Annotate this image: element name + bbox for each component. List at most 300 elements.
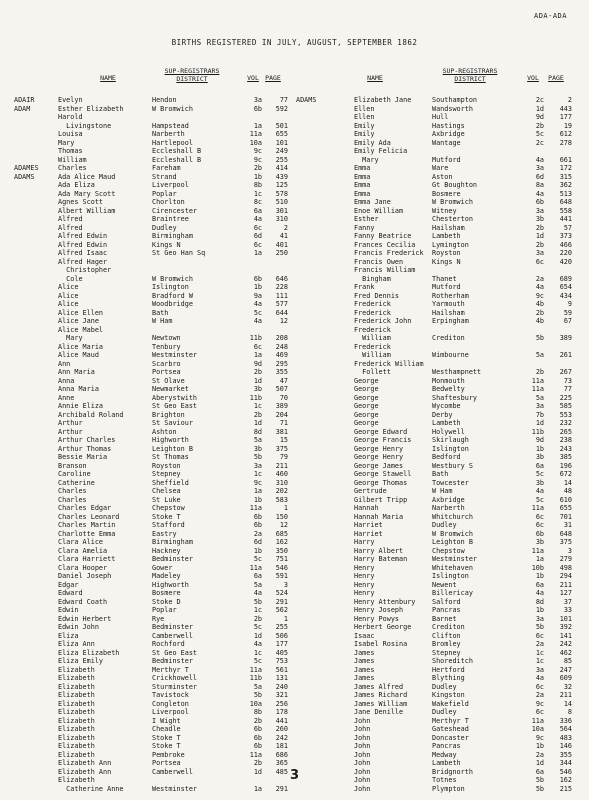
entry-forenames: Arthur xyxy=(58,427,83,436)
entry-forenames: Harry xyxy=(354,538,375,546)
entry-forenames: William xyxy=(354,351,391,359)
entry-district: W Ham xyxy=(432,487,453,495)
right-entry-row xyxy=(296,453,584,462)
entry-forenames: George xyxy=(354,402,379,410)
entry-vol: 2a xyxy=(535,750,544,759)
entry-district: Southampton xyxy=(432,96,478,104)
entry-forenames: Elizabeth xyxy=(58,742,95,750)
entry-district: Dudley xyxy=(432,708,457,716)
entry-forenames: George xyxy=(354,410,379,419)
entry-vol: 4a xyxy=(535,589,544,597)
right-entry-row xyxy=(296,581,584,590)
entry-forenames: Charles xyxy=(58,495,87,504)
entry-vol: 1d xyxy=(253,419,262,427)
entry-district: Royston xyxy=(432,249,461,257)
entry-page: 211 xyxy=(559,580,572,589)
right-entry-row xyxy=(296,105,584,114)
entry-district: Erpingham xyxy=(432,317,469,325)
entry-district: Chepstow xyxy=(432,546,465,555)
entry-page: 247 xyxy=(559,665,572,674)
entry-page: 41 xyxy=(279,232,288,240)
left-entry-row xyxy=(14,411,294,420)
entry-forenames: George Henry xyxy=(354,453,404,461)
right-entry-row xyxy=(296,326,584,335)
entry-forenames: Henry xyxy=(354,589,375,597)
entry-page: 220 xyxy=(559,249,572,257)
entry-page: 79 xyxy=(279,453,288,461)
left-name-header: NAME xyxy=(100,74,116,82)
entry-vol: 2b xyxy=(535,121,544,130)
entry-vol: 10a xyxy=(249,699,262,708)
left-entry-row xyxy=(14,453,294,462)
entry-page: 111 xyxy=(275,291,288,300)
entry-district: Shaftesbury xyxy=(432,393,478,402)
entry-page: 507 xyxy=(275,385,288,393)
entry-district: Stoke T xyxy=(152,742,181,750)
right-entry-row xyxy=(296,657,584,666)
right-entry-row xyxy=(296,742,584,751)
entry-page: 177 xyxy=(275,640,288,648)
entry-district: Camberwell xyxy=(152,767,193,776)
entry-forenames: Henry Powys xyxy=(354,614,400,623)
entry-district: Hartlepool xyxy=(152,138,193,147)
entry-page: 211 xyxy=(275,461,288,470)
entry-vol: 2b xyxy=(535,368,544,376)
entry-district: Brighton xyxy=(152,410,185,419)
entry-page: 162 xyxy=(275,538,288,546)
left-entry-row xyxy=(14,326,294,335)
entry-page: 315 xyxy=(559,172,572,181)
left-entry-row xyxy=(14,258,294,267)
left-entry-row xyxy=(14,241,294,250)
entry-forenames: Anna Maria xyxy=(58,385,99,393)
left-entry-row xyxy=(14,215,294,224)
entry-district: Bath xyxy=(152,308,169,317)
entry-vol: 6b xyxy=(253,725,262,733)
entry-forenames: Isabel Rosina xyxy=(354,640,408,648)
entry-district: Chepstow xyxy=(152,504,185,512)
entry-page: 215 xyxy=(559,784,572,793)
entry-forenames: Harry Albert xyxy=(354,546,404,555)
entry-page: 301 xyxy=(275,206,288,215)
entry-forenames: Daniel Joseph xyxy=(58,572,112,580)
entry-district: Dudley xyxy=(432,521,457,529)
right-entry-row xyxy=(296,623,584,632)
entry-page: 211 xyxy=(559,691,572,699)
entry-vol: 6c xyxy=(535,631,544,640)
right-entry-row xyxy=(296,181,584,190)
entry-page: 255 xyxy=(275,623,288,631)
entry-district: Thanet xyxy=(432,274,457,283)
entry-district: Narberth xyxy=(432,504,465,512)
entry-district: Crediton xyxy=(432,334,465,342)
entry-district: Lymington xyxy=(432,240,469,249)
right-entry-row xyxy=(296,385,584,394)
entry-page: 73 xyxy=(563,376,572,385)
entry-vol: 3b xyxy=(535,453,544,461)
entry-page: 441 xyxy=(275,716,288,725)
entry-forenames: Alfred xyxy=(58,215,83,223)
entry-page: 546 xyxy=(275,563,288,572)
right-entry-row xyxy=(296,283,584,292)
entry-forenames: William xyxy=(58,155,87,164)
entry-vol: 5b xyxy=(535,334,544,342)
left-entry-row xyxy=(14,751,294,760)
left-entry-row xyxy=(14,555,294,564)
entry-district: Portsea xyxy=(152,759,181,767)
entry-vol: 3b xyxy=(253,444,262,453)
entry-district: Royston xyxy=(152,461,181,470)
right-entry-row xyxy=(296,640,584,649)
entry-vol: 5c xyxy=(535,130,544,138)
left-entry-row xyxy=(14,623,294,632)
entry-district: Islington xyxy=(432,572,469,580)
left-entry-row xyxy=(14,632,294,641)
entry-vol: 11a xyxy=(249,504,262,512)
entry-district: Doncaster xyxy=(432,733,469,742)
left-page-header: PAGE xyxy=(265,74,281,82)
entry-forenames: George xyxy=(354,376,379,385)
left-entry-row xyxy=(14,249,294,258)
entry-page: 564 xyxy=(559,725,572,733)
entry-vol: 6a xyxy=(253,206,262,215)
entry-page: 228 xyxy=(275,283,288,291)
entry-vol: 3b xyxy=(535,478,544,487)
entry-page: 47 xyxy=(279,376,288,385)
entry-forenames: Eliza Emily xyxy=(58,657,104,665)
entry-page: 19 xyxy=(563,121,572,130)
entry-page: 420 xyxy=(559,257,572,266)
entry-page: 177 xyxy=(559,113,572,121)
right-entry-row xyxy=(296,368,584,377)
entry-forenames: Elizabeth xyxy=(58,665,95,674)
entry-vol: 6a xyxy=(535,580,544,589)
left-entry-row xyxy=(14,581,294,590)
entry-forenames: Alfred Edwin xyxy=(58,240,108,249)
right-entry-row xyxy=(296,759,584,768)
left-entry-row xyxy=(14,640,294,649)
entry-vol: 9a xyxy=(253,291,262,300)
entry-forenames: Frederick xyxy=(354,300,391,308)
entry-vol: 1b xyxy=(535,572,544,580)
entry-vol: 3b xyxy=(535,215,544,223)
entry-forenames: Emma Jane xyxy=(354,198,391,206)
entry-forenames: Caroline xyxy=(58,470,91,478)
right-entry-row xyxy=(296,122,584,131)
right-entries-list xyxy=(296,96,584,793)
entry-forenames: Alice xyxy=(58,300,79,308)
right-entry-row xyxy=(296,555,584,564)
right-entry-row xyxy=(296,411,584,420)
right-entry-row xyxy=(296,317,584,326)
entry-district: Stoke D xyxy=(152,597,181,606)
right-entry-row xyxy=(296,683,584,692)
left-entry-row xyxy=(14,419,294,428)
entry-district: Aston xyxy=(432,172,453,181)
left-entry-row xyxy=(14,147,294,156)
left-entry-row xyxy=(14,589,294,598)
entry-district: Yarmouth xyxy=(432,300,465,308)
entry-page: 32 xyxy=(563,682,572,691)
left-entry-row xyxy=(14,564,294,573)
entry-page: 592 xyxy=(275,104,288,113)
entry-district: Stepney xyxy=(152,470,181,478)
entry-forenames: Arthur xyxy=(58,419,83,427)
left-entry-row xyxy=(14,734,294,743)
entry-vol: 3a xyxy=(253,96,262,104)
entry-forenames: Esther xyxy=(354,215,379,223)
entry-forenames: Bingham xyxy=(354,274,391,283)
entry-district: Bath xyxy=(432,470,449,478)
entry-district: Wandsworth xyxy=(432,104,473,113)
entry-vol: 9c xyxy=(253,147,262,155)
entry-vol: 9d xyxy=(253,359,262,368)
entry-page: 365 xyxy=(275,759,288,767)
entry-page: 77 xyxy=(279,96,288,104)
entry-vol: 5b xyxy=(253,453,262,461)
entry-forenames: Annie Eliza xyxy=(58,402,104,410)
entry-district: Gower xyxy=(152,563,173,572)
entry-vol: 2b xyxy=(253,614,262,623)
entry-district: Mutford xyxy=(432,283,461,291)
right-entry-row xyxy=(296,241,584,250)
entry-forenames: Clara Alice xyxy=(58,538,104,546)
entry-page: 648 xyxy=(559,529,572,538)
entry-forenames: James xyxy=(354,648,375,657)
entry-forenames: Bessie Maria xyxy=(58,453,108,461)
entry-district: Ashton xyxy=(152,427,177,436)
entry-page: 583 xyxy=(275,495,288,504)
entry-vol: 6b xyxy=(535,529,544,538)
entry-page: 685 xyxy=(275,529,288,538)
entry-page: 644 xyxy=(275,308,288,317)
entry-forenames: Archibald Roland xyxy=(58,410,124,419)
entry-page: 250 xyxy=(275,249,288,257)
entry-forenames: Harry Bateman xyxy=(354,555,408,563)
left-entry-row xyxy=(14,691,294,700)
entry-forenames: Charlotte Emma xyxy=(58,529,116,538)
entry-page: 204 xyxy=(275,410,288,419)
entry-district: Stafford xyxy=(152,521,185,529)
entry-forenames: Hannah xyxy=(354,504,379,512)
entry-forenames: Alice Mabel xyxy=(58,325,104,334)
right-entry-row xyxy=(296,564,584,573)
left-entry-row xyxy=(14,385,294,394)
entry-page: 558 xyxy=(559,206,572,215)
entry-forenames: Ellen xyxy=(354,104,375,113)
left-entry-row xyxy=(14,181,294,190)
entry-district: Gateshead xyxy=(432,725,469,733)
entry-page: 181 xyxy=(275,742,288,750)
entry-vol: 11b xyxy=(249,334,262,342)
entry-page: 261 xyxy=(559,351,572,359)
entry-forenames: Elizabeth xyxy=(58,776,95,784)
entry-page: 265 xyxy=(559,427,572,436)
right-entry-row xyxy=(296,139,584,148)
entry-page: 295 xyxy=(275,359,288,368)
entry-vol: 1a xyxy=(253,249,262,257)
entry-vol: 11a xyxy=(531,376,544,385)
entry-district: Pancras xyxy=(432,606,461,614)
left-entry-row xyxy=(14,164,294,173)
entry-vol: 6c xyxy=(535,682,544,691)
entry-vol: 6b xyxy=(253,104,262,113)
entry-page: 146 xyxy=(559,742,572,750)
entry-district: Cirencester xyxy=(152,206,198,215)
entry-district: Narberth xyxy=(152,130,185,138)
entry-vol: 5a xyxy=(535,351,544,359)
entry-vol: 6b xyxy=(253,521,262,529)
entry-vol: 4a xyxy=(253,640,262,648)
entry-page: 389 xyxy=(275,402,288,410)
entry-forenames: James Richard xyxy=(354,691,408,699)
right-entry-row xyxy=(296,470,584,479)
entry-district: Birmingham xyxy=(152,232,193,240)
entry-forenames: George Henry xyxy=(354,444,404,453)
entry-page: 321 xyxy=(275,691,288,699)
entry-vol: 1a xyxy=(253,351,262,359)
entry-page: 562 xyxy=(275,606,288,614)
entry-page: 612 xyxy=(559,130,572,138)
right-entry-row xyxy=(296,496,584,505)
entry-page: 3 xyxy=(567,546,572,555)
entry-page: 689 xyxy=(559,274,572,283)
entry-forenames: Henry xyxy=(354,572,375,580)
right-entry-row xyxy=(296,674,584,683)
entry-vol: 6d xyxy=(535,172,544,181)
entry-page: 279 xyxy=(559,555,572,563)
entry-page: 240 xyxy=(275,682,288,691)
entry-forenames: Arthur Thomas xyxy=(58,444,112,453)
left-entry-row xyxy=(14,479,294,488)
entry-vol: 1c xyxy=(253,189,262,198)
entry-district: Islington xyxy=(432,444,469,453)
left-entry-row xyxy=(14,207,294,216)
entry-vol: 10a xyxy=(249,138,262,147)
left-entry-row xyxy=(14,317,294,326)
left-entry-row xyxy=(14,445,294,454)
right-entry-row xyxy=(296,785,584,794)
entry-page: 609 xyxy=(559,674,572,682)
entry-forenames: Harold xyxy=(58,113,83,121)
entry-forenames: Louisa xyxy=(58,130,83,138)
entry-page: 336 xyxy=(559,716,572,725)
entry-district: Rotherham xyxy=(432,291,469,300)
entry-vol: 1a xyxy=(253,121,262,130)
entry-page: 414 xyxy=(275,164,288,172)
entry-forenames: George Francis xyxy=(354,436,412,444)
entry-page: 483 xyxy=(559,733,572,742)
entry-district: Madeley xyxy=(152,572,181,580)
entry-forenames: Charles xyxy=(58,164,87,172)
entry-page: 291 xyxy=(275,784,288,793)
entry-forenames: Elizabeth Jane xyxy=(354,96,412,104)
entry-page: 753 xyxy=(275,657,288,665)
entry-vol: 1a xyxy=(535,555,544,563)
entry-page: 460 xyxy=(275,470,288,478)
entry-district: Crickhowell xyxy=(152,674,198,682)
entry-district: Bedwelty xyxy=(432,385,465,393)
entry-district: Portsea xyxy=(152,368,181,376)
entry-page: 85 xyxy=(563,657,572,665)
entry-page: 238 xyxy=(559,436,572,444)
entry-district: Bedminster xyxy=(152,623,193,631)
entry-forenames: Elizabeth xyxy=(58,725,95,733)
entry-page: 70 xyxy=(279,393,288,402)
entry-forenames: Charles xyxy=(58,487,87,495)
entry-vol: 11a xyxy=(531,504,544,512)
entry-vol: 8b xyxy=(253,708,262,716)
left-entry-row xyxy=(14,530,294,539)
entry-forenames: Frank xyxy=(354,283,375,291)
entry-district: Chesterton xyxy=(432,215,473,223)
right-entry-row xyxy=(296,309,584,318)
entry-forenames: Jane Denille xyxy=(354,708,404,716)
entry-vol: 1a xyxy=(253,784,262,793)
entry-forenames: Alice xyxy=(58,291,79,300)
entry-forenames: Mary xyxy=(58,138,75,147)
entry-page: 9 xyxy=(567,300,572,308)
entry-district: Strand xyxy=(152,172,177,181)
left-entry-row xyxy=(14,334,294,343)
left-entry-row xyxy=(14,521,294,530)
right-name-header: NAME xyxy=(367,74,383,82)
right-entry-row xyxy=(296,632,584,641)
entry-vol: 4a xyxy=(253,215,262,223)
right-entry-row xyxy=(296,708,584,717)
right-entry-row xyxy=(296,113,584,122)
entry-vol: 10b xyxy=(531,563,544,572)
entry-page: 506 xyxy=(275,631,288,640)
entry-district: Medway xyxy=(432,750,457,759)
entry-forenames: Thomas xyxy=(58,147,83,155)
entry-district: Westminster xyxy=(432,555,478,563)
left-entry-row xyxy=(14,572,294,581)
entry-surname: ADAM xyxy=(14,104,31,113)
left-entry-row xyxy=(14,292,294,301)
entry-district: Eastry xyxy=(152,529,177,538)
entry-forenames: John xyxy=(354,725,371,733)
entry-forenames: Albert William xyxy=(58,206,116,215)
entry-page: 373 xyxy=(559,232,572,240)
entry-district: W Ham xyxy=(152,317,173,325)
entry-vol: 2b xyxy=(535,308,544,317)
right-entry-row xyxy=(296,649,584,658)
entry-forenames: Harriet xyxy=(354,521,383,529)
entry-page: 355 xyxy=(559,750,572,759)
entry-vol: 5b xyxy=(535,623,544,631)
entry-forenames: Emma xyxy=(354,164,371,172)
entry-page: 14 xyxy=(563,478,572,487)
entry-page: 101 xyxy=(275,138,288,147)
entry-vol: 6c xyxy=(535,521,544,529)
entry-page: 310 xyxy=(275,215,288,223)
entry-vol: 2c xyxy=(535,138,544,147)
entry-district: Highworth xyxy=(152,580,189,589)
entry-vol: 2c xyxy=(535,96,544,104)
entry-forenames: Clara Amelia xyxy=(58,546,108,555)
entry-district: Crediton xyxy=(432,623,465,631)
entry-vol: 2a xyxy=(535,274,544,283)
entry-page: 243 xyxy=(559,444,572,453)
entry-page: 310 xyxy=(275,478,288,487)
entry-page: 392 xyxy=(559,623,572,631)
entry-district: Poplar xyxy=(152,189,177,198)
entry-vol: 4a xyxy=(535,674,544,682)
entry-forenames: Hannah Maria xyxy=(354,512,404,521)
entry-forenames: George xyxy=(354,419,379,427)
left-entry-row xyxy=(14,725,294,734)
